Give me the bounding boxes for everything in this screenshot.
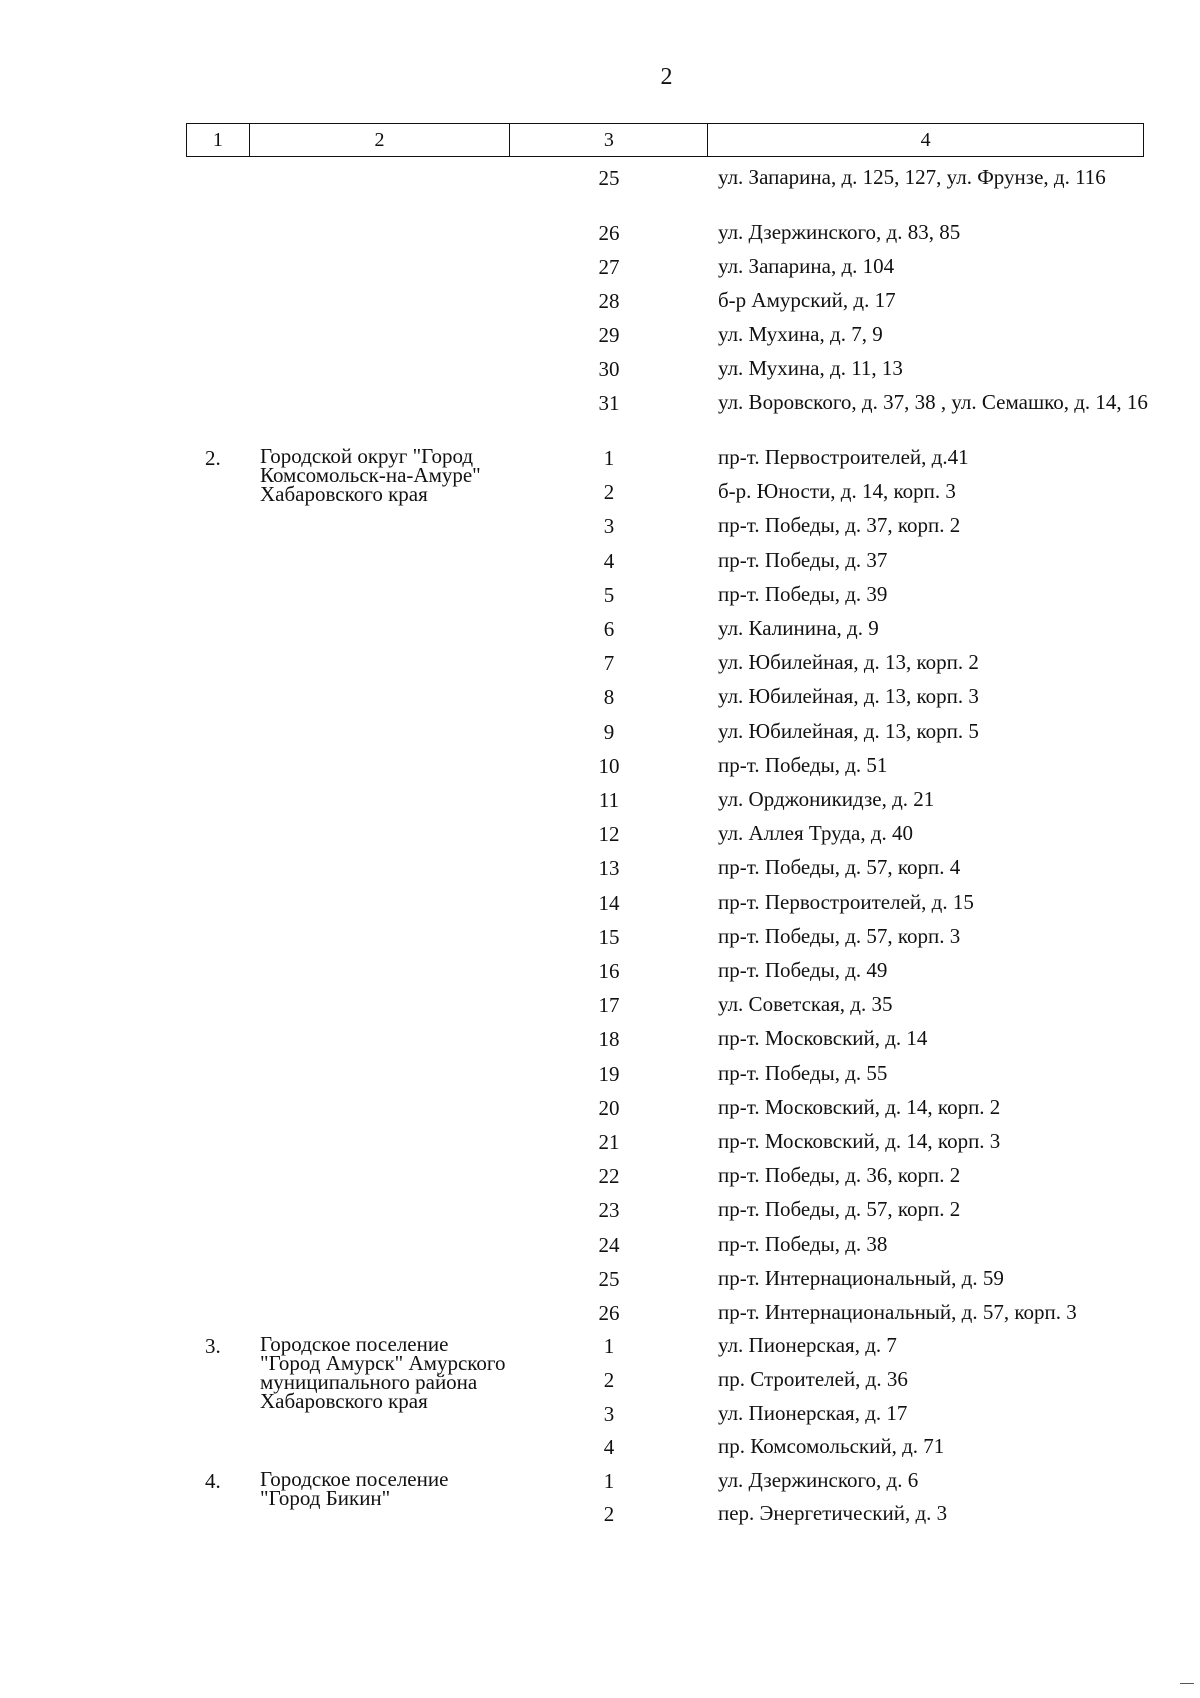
row-number: 5 [603,583,615,607]
header-cell-3: 3 [510,124,708,157]
row-number: 2 [603,480,615,504]
row-number: 1 [603,1469,615,1493]
row-address: ул. Дзержинского, д. 83, 85 [718,220,961,244]
row-address: пр-т. Московский, д. 14, корп. 2 [718,1095,1001,1119]
row-number: 28 [598,289,620,313]
row-address: пр. Комсомольский, д. 71 [718,1434,945,1458]
row-number: 21 [598,1130,620,1154]
row-address: б-р Амурский, д. 17 [718,288,896,312]
row-address: пр. Строителей, д. 36 [718,1367,908,1391]
row-address: ул. Мухина, д. 7, 9 [718,322,883,346]
row-address: ул. Воровского, д. 37, 38 , ул. Семашко, д. 14, 16 [718,390,1148,414]
row-address: ул. Аллея Труда, д. 40 [718,821,914,845]
row-address: ул. Пионерская, д. 17 [718,1401,908,1425]
row-number: 1 [603,446,615,470]
row-address: ул. Запарина, д. 104 [718,254,895,278]
row-address: пр-т. Первостроителей, д. 15 [718,890,974,914]
row-number: 25 [598,1267,620,1291]
row-address: пр-т. Интернациональный, д. 57, корп. 3 [718,1300,1077,1324]
row-number: 31 [598,391,620,415]
row-address: пр-т. Победы, д. 37 [718,548,888,572]
row-number: 17 [598,993,620,1017]
row-address: ул. Запарина, д. 125, 127, ул. Фрунзе, д. 116 [718,165,1106,189]
row-number: 4 [603,1435,615,1459]
row-address: пр-т. Победы, д. 39 [718,582,888,606]
row-address: пр-т. Победы, д. 57, корп. 3 [718,924,961,948]
row-number: 27 [598,255,620,279]
row-number: 10 [598,754,620,778]
row-number: 25 [598,166,620,190]
row-number: 26 [598,1301,620,1325]
row-address: ул. Орджоникидзе, д. 21 [718,787,935,811]
edge-mark [1180,1683,1194,1684]
header-cell-4: 4 [708,124,1144,157]
row-number: 15 [598,925,620,949]
row-number: 2 [603,1502,615,1526]
row-number: 12 [598,822,620,846]
row-address: пр-т. Победы, д. 49 [718,958,888,982]
row-address: пр-т. Победы, д. 37, корп. 2 [718,513,961,537]
page-number: 2 [660,64,673,90]
header-cell-2: 2 [249,124,510,157]
row-address: ул. Дзержинского, д. 6 [718,1468,919,1492]
group-name: Городское поселение "Город Амурск" Амурского муниципального района Хабаровского края [260,1332,506,1413]
row-number: 13 [598,856,620,880]
row-address: ул. Советская, д. 35 [718,992,893,1016]
row-number: 30 [598,357,620,381]
group-name: Городское поселение "Город Бикин" [260,1467,449,1510]
row-number: 4 [603,549,615,573]
row-number: 3 [603,514,615,538]
row-address: пер. Энергетический, д. 3 [718,1501,948,1525]
row-address: ул. Мухина, д. 11, 13 [718,356,903,380]
row-number: 1 [603,1334,615,1358]
row-number: 23 [598,1198,620,1222]
row-number: 3 [603,1402,615,1426]
row-number: 9 [603,720,615,744]
row-address: пр-т. Победы, д. 57, корп. 2 [718,1197,961,1221]
row-address: пр-т. Первостроителей, д.41 [718,445,969,469]
group-name: Городской округ "Город Комсомольск-на-Амуре" Хабаровского края [260,444,481,506]
row-address: пр-т. Победы, д. 57, корп. 4 [718,855,961,879]
group-index: 2. [205,446,221,470]
row-address: пр-т. Победы, д. 36, корп. 2 [718,1163,961,1187]
row-number: 29 [598,323,620,347]
row-address: ул. Юбилейная, д. 13, корп. 5 [718,719,979,743]
row-address: пр-т. Московский, д. 14, корп. 3 [718,1129,1001,1153]
row-number: 20 [598,1096,620,1120]
row-number: 19 [598,1062,620,1086]
row-address: пр-т. Победы, д. 38 [718,1232,888,1256]
row-address: пр-т. Московский, д. 14 [718,1026,928,1050]
table-header [186,123,1144,157]
row-number: 16 [598,959,620,983]
row-number: 11 [598,788,620,812]
row-number: 7 [603,651,615,675]
row-number: 26 [598,221,620,245]
row-address: ул. Юбилейная, д. 13, корп. 3 [718,684,979,708]
header-cell-1: 1 [187,124,250,157]
row-address: пр-т. Победы, д. 55 [718,1061,888,1085]
group-index: 3. [205,1334,221,1358]
row-address: б-р. Юности, д. 14, корп. 3 [718,479,956,503]
row-number: 6 [603,617,615,641]
row-address: пр-т. Интернациональный, д. 59 [718,1266,1004,1290]
row-number: 18 [598,1027,620,1051]
row-address: ул. Юбилейная, д. 13, корп. 2 [718,650,979,674]
row-address: ул. Калинина, д. 9 [718,616,879,640]
row-number: 8 [603,685,615,709]
row-number: 14 [598,891,620,915]
row-address: пр-т. Победы, д. 51 [718,753,888,777]
row-number: 22 [598,1164,620,1188]
row-address: ул. Пионерская, д. 7 [718,1333,897,1357]
group-index: 4. [205,1469,221,1493]
row-number: 2 [603,1368,615,1392]
row-number: 24 [598,1233,620,1257]
